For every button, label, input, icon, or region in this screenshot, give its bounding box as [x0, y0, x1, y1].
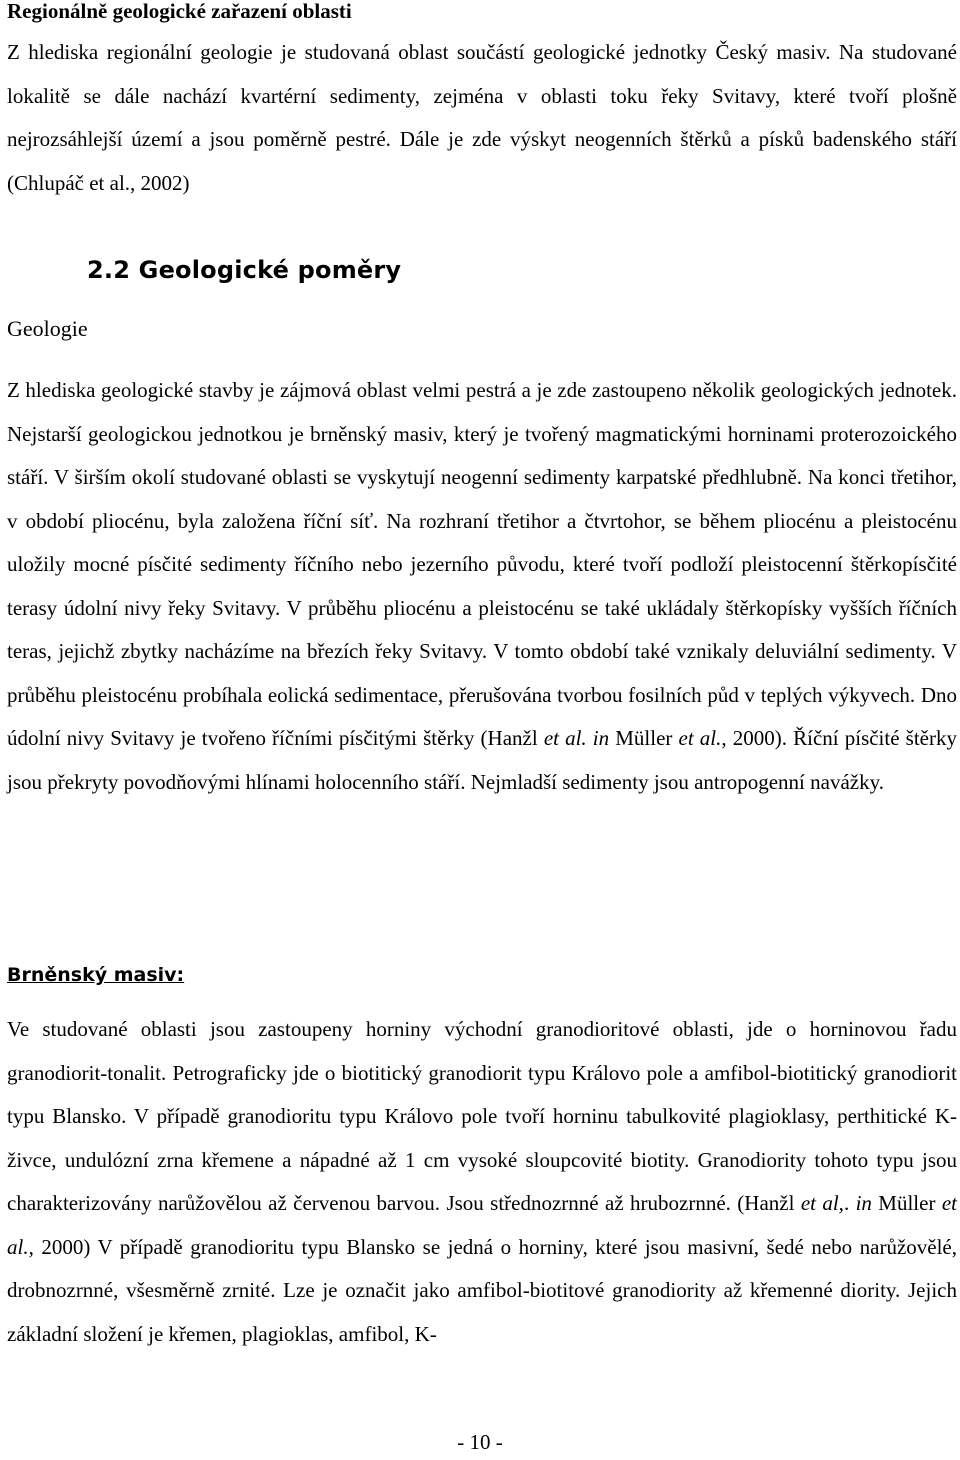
- italic-text: et al.: [543, 726, 587, 750]
- italic-text: in: [855, 1191, 872, 1215]
- paragraph-geology: [7, 369, 957, 804]
- paragraph-brno-massif: [7, 1008, 957, 1356]
- italic-text: et al.: [7, 1191, 957, 1259]
- brno-massif-heading: Brněnský masiv:: [7, 964, 185, 986]
- section-title: 2.2 Geologické poměry: [87, 256, 402, 284]
- text-run: , 2000) V případě granodioritu typu Blansko se jedná o horniny, které jsou masivní, šedé nebo narůžovělé, drobnozrnné, všesměrně zrnité. Lze je označit jako amfibol-biotitové granodiority až křemenné diority. Jejich základní složení je křemen, plagioklas, amfibol, K-: [7, 1234, 957, 1346]
- page-number: - 10 -: [457, 1430, 503, 1454]
- text-run: Müller: [871, 1191, 942, 1215]
- italic-text: et al.: [678, 726, 722, 750]
- sub-heading-geologie: Geologie: [7, 316, 88, 341]
- text-run: Ve studované oblasti jsou zastoupeny horniny východní granodioritové oblasti, jde o horninovou řadu granodiorit-tonalit. Petrograficky jde o biotitický granodiorit typu Královo pole a amfibol-biotitický granodiorit typu Blansko. V případě granodioritu typu Královo pole tvoří horninu tabulkovité plagioklasy, perthitické K-živce, undulózní zrna křemene a nápadné až 1 cm vysoké sloupcovité biotity. Granodiority tohoto typu jsou charakterizovány narůžovělou až červenou barvou. Jsou střednozrnné až hrubozrnné. (Hanžl: [7, 1017, 957, 1215]
- text-run: Z hlediska geologické stavby je zájmová oblast velmi pestrá a je zde zastoupeno několik geologických jednotek. Nejstarší geologickou jednotkou je brněnský masiv, který je tvořený magmatickými horninami proterozoického stáří. V širším okolí studované oblasti se vyskytují neogenní sedimenty karpatské předhlubně. Na konci třetihor, v období pliocénu, byla založena říční síť. Na rozhraní třetihor a čtvrtohor, se během pliocénu a pleistocénu uložily mocné písčité sedimenty říčního nebo jezerního původu, které tvoří podloží pleistocenní štěrkopísčité terasy údolní nivy řeky Svitavy. V průběhu pliocénu a pleistocénu se také ukládaly štěrkopísky vyšších říčních teras, jejichž zbytky nacházíme na březích řeky Svitavy. V tomto období také vznikaly deluviální sedimenty. V průběhu pleistocénu probíhala eolická sedimentace, přerušována tvorbou fosilních půd v teplých výkyvech. Dno údolní nivy Svitavy je tvořeno říčními písčitými štěrky (Hanžl: [7, 378, 957, 750]
- text-run: .: [843, 1191, 856, 1215]
- italic-text: et al,: [800, 1191, 844, 1215]
- paragraph-regional: Z hlediska regionální geologie je studovaná oblast součástí geologické jednotky Český masiv. Na studované lokalitě se dále nachází kvartérní sedimenty, zejména v oblasti toku řeky Svitavy, které tvoří plošně nejrozsáhlejší území a jsou poměrně pestré. Dále je zde výskyt neogenních štěrků a písků badenského stáří (Chlupáč et al., 2002): [7, 40, 957, 195]
- regional-heading: Regionálně geologické zařazení oblasti: [7, 0, 352, 23]
- text-run: Müller: [609, 726, 679, 750]
- text-run: , 2000). Říční písčité štěrky jsou překryty povodňovými hlínami holocenního stáří. Nejmladší sedimenty jsou antropogenní navážky.: [7, 726, 957, 794]
- italic-text: in: [592, 726, 610, 750]
